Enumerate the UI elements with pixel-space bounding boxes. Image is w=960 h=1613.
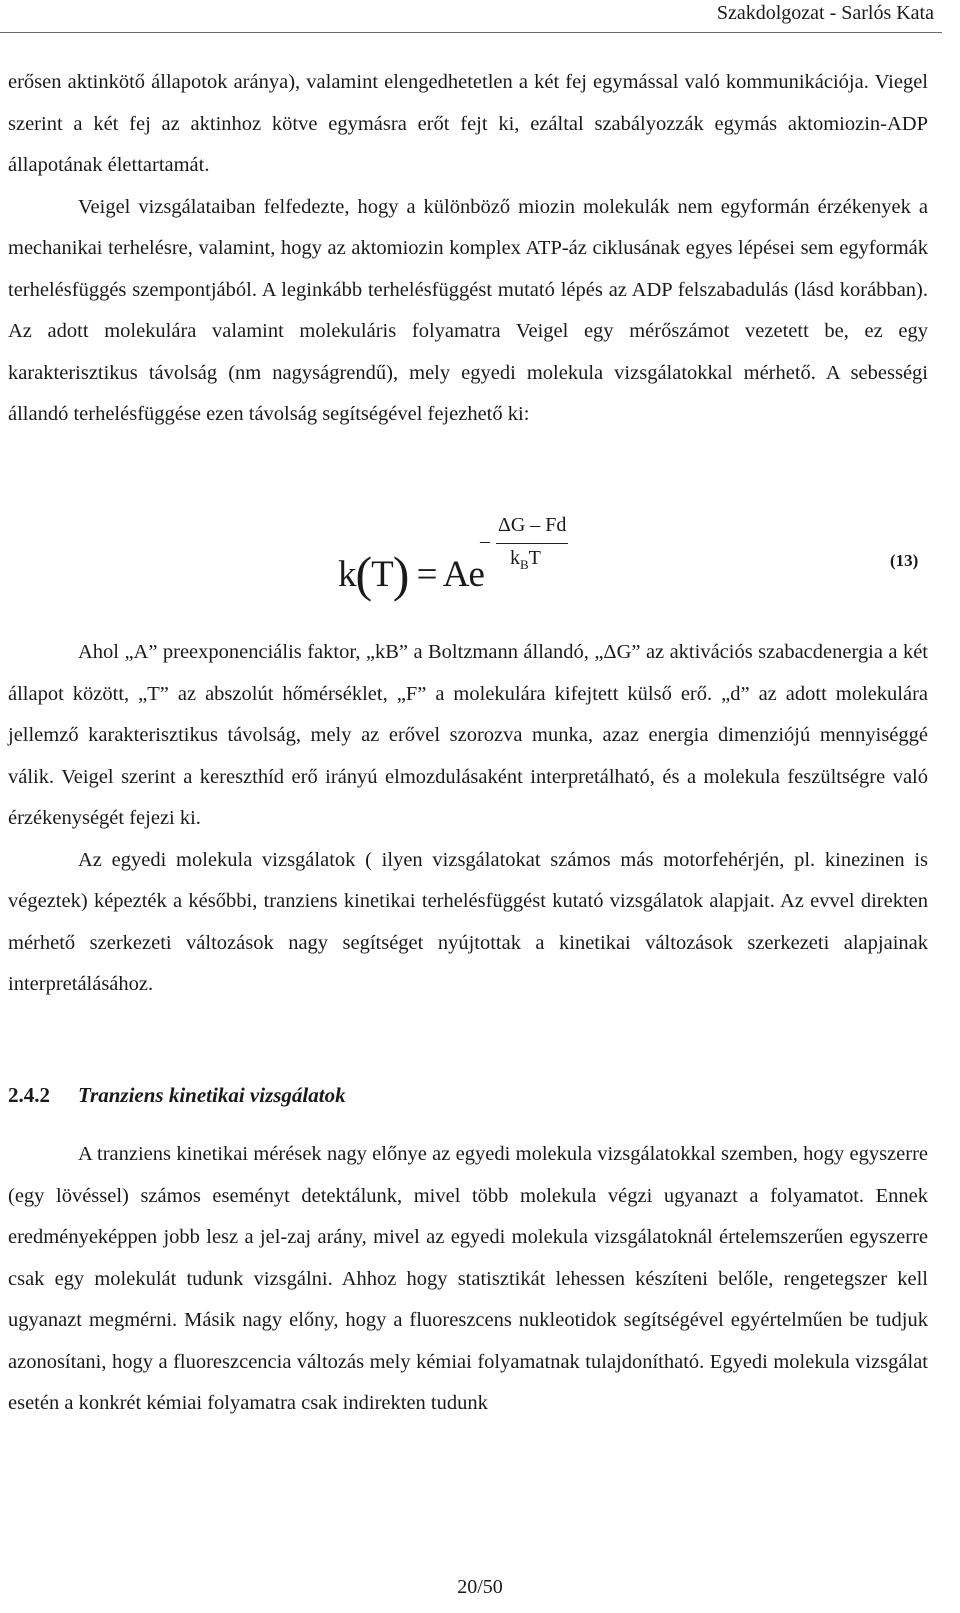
- header-divider: [0, 32, 942, 33]
- paragraph: Veigel vizsgálataiban felfedezte, hogy a különböző miozin molekulák nem egyformán érzékenyek a mechanikai terhelésre, valamint, hogy az aktomiozin komplex ATP-áz ciklusának egyes lépései sem egyformák terhelésfüggés szempontjából. A leginkább terhelésfüggést mutató lépés az ADP felszabadulás (lásd korábban). Az adott molekulára valamint molekuláris folyamatra Veigel egy mérőszámot vezetett be, ez egy karakterisztikus távolság (nm nagyságrendű), mely egyedi molekula vizsgálatokkal mérhető. A sebességi állandó terhelésfüggése ezen távolság segítségével fejezhető ki:: [8, 195, 928, 425]
- equation-exponent-denominator: $k_BT$: [510, 547, 541, 572]
- equation-k: k: [338, 554, 356, 595]
- text-block-middle: [8, 632, 928, 1006]
- page-number: 20/50: [457, 1576, 503, 1598]
- section-title: Tranziens kinetikai vizsgálatok: [78, 1083, 346, 1107]
- equation-paren-close: ): [392, 546, 409, 602]
- paragraph: Az egyedi molekula vizsgálatok ( ilyen vizsgálatokat számos más motorfehérjén, pl. kinezinen is végeztek) képezték a későbbi, tranziens kinetikai terhelésfüggést kutató vizsgálatok alapjait. Az evvel direkten mérhető szerkezeti változások nagy segítséget nyújtottak a kinetikai változások szerkezeti alapjainak interpretálásához.: [8, 848, 928, 995]
- text-block-bottom: [8, 1134, 928, 1425]
- equation-fraction-bar: [496, 543, 568, 544]
- equation-rhs-base: = Ae: [416, 554, 484, 595]
- equation-paren-open: (: [355, 546, 372, 602]
- text-block-top: [8, 62, 928, 436]
- running-header: Szakdolgozat - Sarlós Kata: [716, 2, 934, 24]
- equation-exponent-numerator: ΔG – Fd: [498, 514, 567, 536]
- equation-var: T: [371, 554, 393, 595]
- section-number: 2.4.2: [8, 1083, 50, 1107]
- paragraph: A tranziens kinetikai mérések nagy előnye az egyedi molekula vizsgálatokkal szemben, hogy egyszerre (egy lövéssel) számos eseményt detektálunk, mivel több molekula végzi ugyanazt a folyamatot. Ennek eredményeképpen jobb lesz a jel-zaj arány, mivel az egyedi molekula vizsgálatoknál értelemszerűen egyszerre csak egy molekulát tudunk vizsgálni. Ahhoz hogy statisztikát lehessen készíteni belőle, rengetegszer kell ugyanazt megmérni. Másik nagy előny, hogy a fluoreszcens nukleotidok segítségével egyértelműen be tudjuk azonosítani, hogy a fluoreszcencia változás mely kémiai folyamatnak tulajdonítható. Egyedi molekula vizsgálat esetén a konkrét kémiai folyamatra csak indirekten tudunk: [8, 1143, 928, 1414]
- equation-exponent-minus: –: [480, 530, 490, 552]
- section-heading: [8, 1083, 346, 1108]
- paragraph: Ahol „A” preexponenciális faktor, „kB” a Boltzmann állandó, „ΔG” az aktivációs szabacdenergia a két állapot között, „T” az abszolút hőmérséklet, „F” a molekulára kifejtett külső erő. „d” az adott molekulára jellemző karakterisztikus távolság, mely az erővel szorozva munka, azaz energia dimenziójú mennyiséggé válik. Veigel szerint a kereszthíd erő irányú elmozdulásaként interpretálható, és a molekula feszültségre való érzékenységét fejezi ki.: [8, 641, 928, 829]
- equation-number: (13): [890, 551, 919, 570]
- equation-lhs: [338, 540, 484, 602]
- equation-13: [338, 510, 598, 600]
- paragraph: erősen aktinkötő állapotok aránya), valamint elengedhetetlen a két fej egymással való kommunikációja. Viegel szerint a két fej az aktinhoz kötve egymásra erőt fejt ki, ezáltal szabályozzák egymás aktomiozin-ADP állapotának élettartamát.: [8, 71, 928, 176]
